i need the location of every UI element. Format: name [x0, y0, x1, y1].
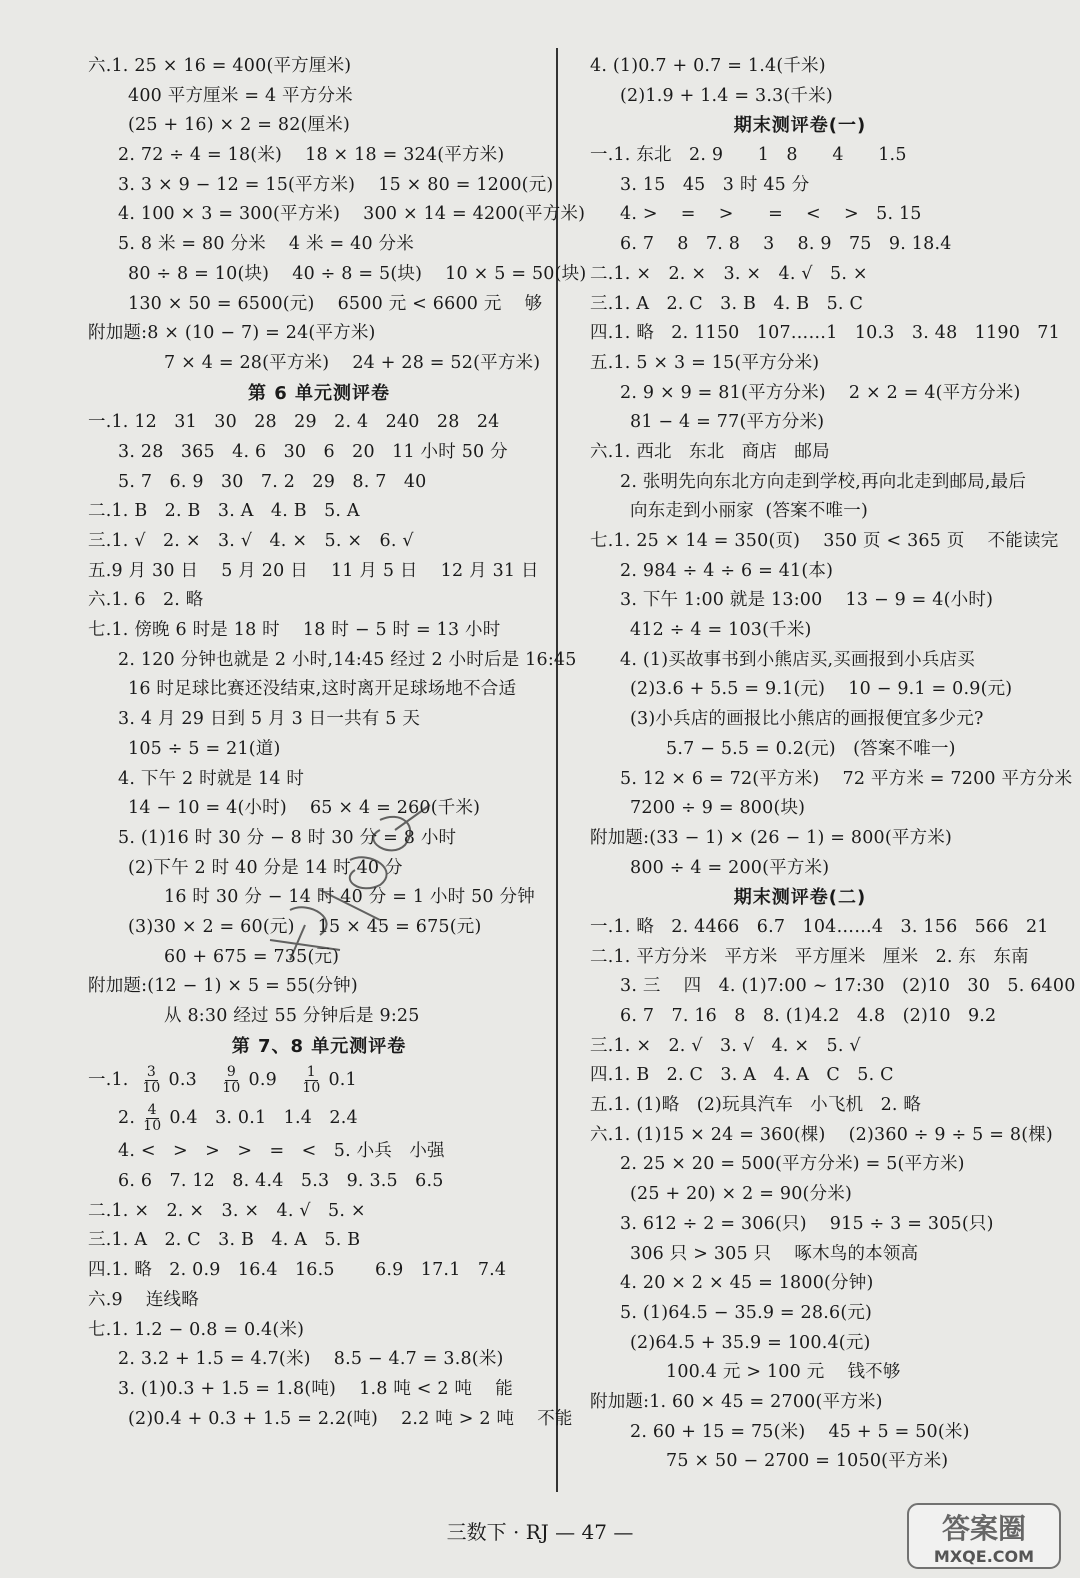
left-column [88, 52, 587, 1434]
answer-line: 七.1. 傍晚 6 时是 18 时 18 时 − 5 时 = 13 小时 [88, 620, 501, 641]
answer-line: (3)30 × 2 = 60(元) 15 × 45 = 675(元) [128, 916, 482, 937]
answer-line: 3. 三 四 4. (1)7:00 ~ 17:30 (2)10 30 5. 6400 [620, 976, 1076, 997]
answer-line: (25 + 20) × 2 = 90(分米) [630, 1184, 853, 1205]
answer-line: 6. 6 7. 12 8. 4.4 5.3 9. 3.5 6.5 [118, 1171, 444, 1192]
fraction-numerator: 9 [226, 1064, 236, 1081]
answer-line: 60 + 675 = 735(元) [164, 946, 340, 967]
answer-line: 3. 4 月 29 日到 5 月 3 日一共有 5 天 [118, 709, 421, 730]
fraction [302, 1065, 320, 1096]
answer-line: 2. 60 + 15 = 75(米) 45 + 5 = 50(米) [630, 1421, 970, 1442]
answer-line: 六.9 连线略 [88, 1289, 199, 1310]
logo-text: 答案圈 [941, 1512, 1027, 1545]
answer-line: 六.1. 西北 东北 商店 邮局 [590, 441, 830, 462]
decimal-value: 0.9 [248, 1070, 277, 1091]
answer-line: (25 + 16) × 2 = 82(厘米) [128, 115, 351, 136]
logo-url: MXQE.COM [933, 1547, 1035, 1566]
answer-line: (2)1.9 + 1.4 = 3.3(千米) [620, 85, 833, 106]
fraction-denominator: 10 [302, 1080, 321, 1097]
answer-line: 800 ÷ 4 = 200(平方米) [630, 857, 830, 878]
answer-line: 三.1. √ 2. × 3. √ 4. × 5. × 6. √ [88, 531, 414, 551]
fraction-denominator: 10 [143, 1118, 162, 1135]
answer-line: 二.1. 平方分米 平方米 平方厘米 厘米 2. 东 东南 [590, 946, 1029, 967]
answer-line: 75 × 50 − 2700 = 1050(平方米) [666, 1451, 949, 1472]
fraction-numerator: 1 [306, 1064, 316, 1081]
answer-line: 2. 9 × 9 = 81(平方分米) 2 × 2 = 4(平方分米) [620, 382, 1021, 403]
fraction-numerator: 3 [146, 1064, 156, 1081]
answer-line: 4. < > > > = < 5. 小兵 小强 [118, 1141, 445, 1162]
answer-line: 2. 120 分钟也就是 2 小时,14:45 经过 2 小时后是 16:45 [118, 649, 577, 670]
answer-line: 3. 下午 1:00 就是 13:00 13 − 9 = 4(小时) [620, 590, 994, 611]
answer-line: (2)下午 2 时 40 分是 14 时 40 分 [128, 857, 403, 878]
section-title: 第 6 单元测评卷 [247, 382, 391, 404]
watermark-logo [904, 1500, 1064, 1572]
answer-line: 7 × 4 = 28(平方米) 24 + 28 = 52(平方米) [164, 352, 541, 373]
answer-line: 16 时 30 分 − 14 时 40 分 = 1 小时 50 分钟 [164, 887, 535, 908]
answer-line: 六.1. 25 × 16 = 400(平方厘米) [88, 56, 352, 76]
section-title: 第 7、8 单元测评卷 [231, 1035, 407, 1057]
answer-line: 2. 3.2 + 1.5 = 4.7(米) 8.5 − 4.7 = 3.8(米) [118, 1349, 504, 1370]
answer-line: 5. 7 6. 9 30 7. 2 29 8. 7 40 [118, 471, 427, 492]
answer-line: 三.1. × 2. √ 3. √ 4. × 5. √ [590, 1035, 861, 1056]
answer-line: 14 − 10 = 4(小时) 65 × 4 = 260(千米) [128, 798, 481, 819]
fraction [222, 1065, 240, 1096]
answer-line: (2)64.5 + 35.9 = 100.4(元) [630, 1332, 871, 1353]
answer-line: 向东走到小丽家 (答案不唯一) [630, 501, 868, 522]
answer-line: 3. 612 ÷ 2 = 306(只) 915 ÷ 3 = 305(只) [620, 1213, 994, 1234]
answer-line: 从 8:30 经过 55 分钟后是 9:25 [164, 1006, 420, 1026]
answer-line: 81 − 4 = 77(平方分米) [630, 412, 825, 433]
answer-line: (2)3.6 + 5.5 = 9.1(元) 10 − 9.1 = 0.9(元) [630, 679, 1013, 700]
answer-line: 四.1. B 2. C 3. A 4. A C 5. C [590, 1065, 894, 1086]
answer-line: 4. (1)0.7 + 0.7 = 1.4(千米) [590, 56, 826, 76]
answer-line: 5. 12 × 6 = 72(平方米) 72 平方米 = 7200 平方分米 [620, 768, 1073, 789]
fraction-answer-line [88, 1099, 550, 1137]
answer-line: (2)0.4 + 0.3 + 1.5 = 2.2(吨) 2.2 吨 > 2 吨 不能 [128, 1408, 573, 1429]
answer-line: (3)小兵店的画报比小熊店的画报便宜多少元? [630, 709, 984, 730]
answer-line: 五.1. 5 × 3 = 15(平方分米) [590, 352, 820, 373]
answer-line: 六.1. (1)15 × 24 = 360(棵) (2)360 ÷ 9 ÷ 5 = 8(棵) [590, 1124, 1053, 1145]
answer-line: 4. 下午 2 时就是 14 时 [118, 768, 305, 789]
answer-line: 七.1. 1.2 − 0.8 = 0.4(米) [88, 1319, 305, 1340]
section-title: 期末测评卷(一) [733, 115, 867, 137]
decimal-value: 0.3 [168, 1070, 197, 1091]
answer-line: 五.1. (1)略 (2)玩具汽车 小飞机 2. 略 [590, 1095, 922, 1116]
answer-line: 6. 7 8 7. 8 3 8. 9 75 9. 18.4 [620, 234, 952, 255]
answer-line: 二.1. × 2. × 3. × 4. √ 5. × [88, 1200, 366, 1221]
answer-line: 80 ÷ 8 = 10(块) 40 ÷ 8 = 5(块) 10 × 5 = 50(块) [128, 263, 587, 284]
answer-line: 2. 25 × 20 = 500(平方分米) = 5(平方米) [620, 1154, 965, 1175]
decimal-value: 0.4 [169, 1108, 198, 1129]
section-title: 期末测评卷(二) [733, 887, 867, 909]
answer-line: 四.1. 略 2. 1150 107……1 10.3 3. 48 1190 71 [590, 323, 1060, 344]
answer-line: 400 平方厘米 = 4 平方分米 [128, 85, 353, 106]
fraction-denominator: 10 [222, 1080, 241, 1097]
answer-line: 4. 100 × 3 = 300(平方米) 300 × 14 = 4200(平方米) [118, 204, 586, 225]
answer-line: 130 × 50 = 6500(元) 6500 元 < 6600 元 够 [128, 293, 543, 314]
item-number: 一.1. [88, 1070, 129, 1091]
answer-line: 4. 20 × 2 × 45 = 1800(分钟) [620, 1273, 874, 1294]
answer-line: 附加题:1. 60 × 45 = 2700(平方米) [590, 1391, 883, 1412]
answer-text: 3. 0.1 1.4 2.4 [215, 1108, 358, 1129]
answer-line: 二.1. B 2. B 3. A 4. B 5. A [88, 501, 360, 522]
answer-line: 5. (1)64.5 − 35.9 = 28.6(元) [620, 1302, 873, 1323]
answer-line: 100.4 元 > 100 元 钱不够 [666, 1362, 901, 1383]
answer-line: 二.1. × 2. × 3. × 4. √ 5. × [590, 263, 868, 284]
answer-line: 7200 ÷ 9 = 800(块) [630, 798, 806, 819]
answer-line: 412 ÷ 4 = 103(千米) [630, 620, 812, 641]
answer-line: 4. > = > = < > 5. 15 [620, 204, 922, 225]
item-number: 2. [118, 1108, 136, 1129]
fraction [143, 1103, 161, 1134]
answer-line: 3. 15 45 3 时 45 分 [620, 174, 810, 195]
answer-line: 2. 72 ÷ 4 = 18(米) 18 × 18 = 324(平方米) [118, 145, 505, 166]
fraction-numerator: 4 [147, 1102, 157, 1119]
answer-line: 五.9 月 30 日 5 月 20 日 11 月 5 日 12 月 31 日 [88, 560, 539, 581]
answer-line: 一.1. 12 31 30 28 29 2. 4 240 28 24 [88, 412, 500, 433]
answer-line: 七.1. 25 × 14 = 350(页) 350 页 < 365 页 不能读完 [590, 531, 1059, 551]
answer-line: 5. (1)16 时 30 分 − 8 时 30 分 = 8 小时 [118, 827, 457, 848]
answer-line: 16 时足球比赛还没结束,这时离开足球场地不合适 [128, 679, 517, 700]
decimal-value: 0.1 [328, 1070, 357, 1091]
answer-line: 5.7 − 5.5 = 0.2(元) (答案不唯一) [666, 738, 956, 759]
answer-line: 306 只 > 305 只 啄木鸟的本领高 [630, 1243, 919, 1264]
answer-line: 5. 8 米 = 80 分米 4 米 = 40 分米 [118, 234, 414, 255]
answer-line: 附加题:(12 − 1) × 5 = 55(分钟) [88, 976, 358, 997]
answer-line: 一.1. 东北 2. 9 1 8 4 1.5 [590, 145, 907, 166]
answer-line: 六.1. 6 2. 略 [88, 590, 204, 611]
answer-line: 附加题:(33 − 1) × (26 − 1) = 800(平方米) [590, 827, 953, 848]
answer-line: 6. 7 7. 16 8 8. (1)4.2 4.8 (2)10 9.2 [620, 1006, 997, 1026]
answer-line: 3. 3 × 9 − 12 = 15(平方米) 15 × 80 = 1200(元) [118, 174, 554, 195]
answer-line: 3. (1)0.3 + 1.5 = 1.8(吨) 1.8 吨 < 2 吨 能 [118, 1378, 513, 1399]
answer-line: 三.1. A 2. C 3. B 4. A 5. B [88, 1230, 361, 1251]
fraction-answer-line [88, 1061, 550, 1099]
answer-line: 三.1. A 2. C 3. B 4. B 5. C [590, 293, 864, 314]
answer-line: 4. (1)买故事书到小熊店买,买画报到小兵店买 [620, 649, 975, 670]
fraction-denominator: 10 [142, 1080, 161, 1097]
answer-line: 3. 28 365 4. 6 30 6 20 11 小时 50 分 [118, 441, 508, 462]
answer-line: 105 ÷ 5 = 21(道) [128, 738, 281, 759]
answer-line: 2. 张明先向东北方向走到学校,再向北走到邮局,最后 [620, 471, 1027, 492]
answer-line: 四.1. 略 2. 0.9 16.4 16.5 6.9 17.1 7.4 [88, 1260, 507, 1281]
right-column [590, 52, 1076, 1477]
answer-line: 2. 984 ÷ 4 ÷ 6 = 41(本) [620, 560, 834, 581]
answer-line: 附加题:8 × (10 − 7) = 24(平方米) [88, 323, 376, 344]
answer-line: 一.1. 略 2. 4466 6.7 104……4 3. 156 566 21 [590, 916, 1049, 937]
page-footer: 三数下 · RJ — 47 — [446, 1520, 634, 1544]
fraction [142, 1065, 160, 1096]
